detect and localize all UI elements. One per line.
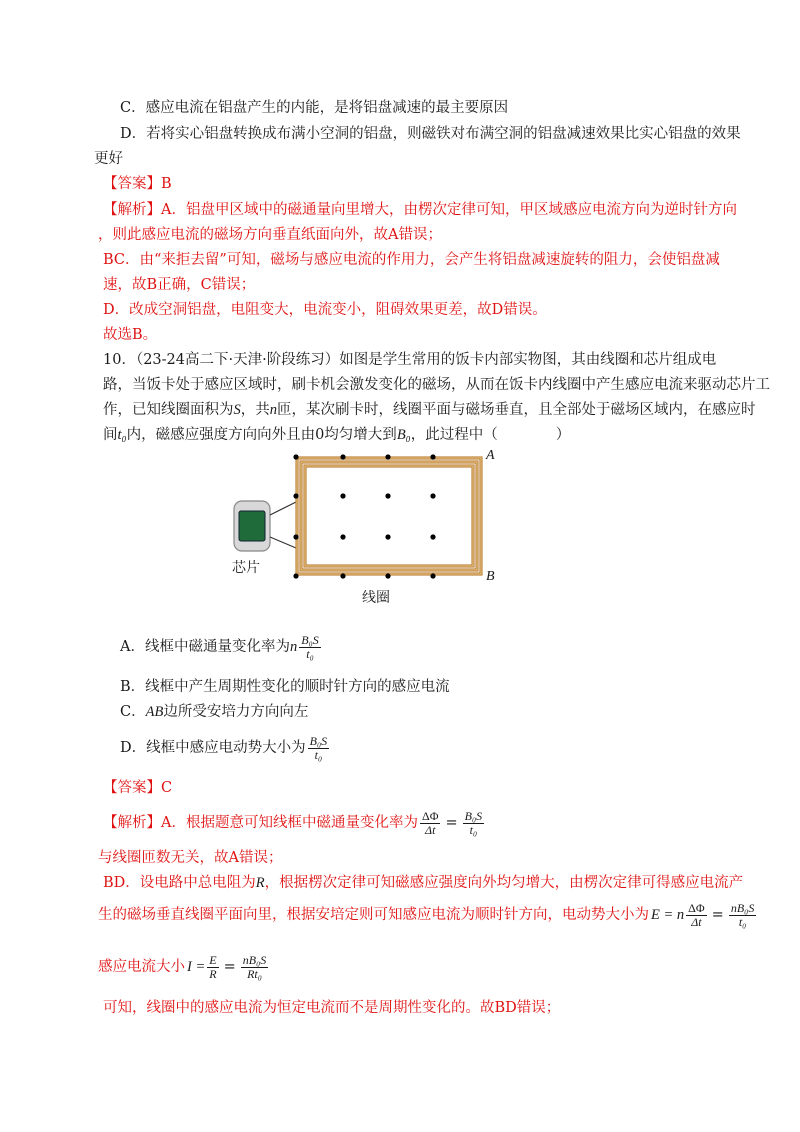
- analysis-1-line-5: D．改成空洞铝盘，电阻变大，电流变小，阻碍效果更差，故D错误。: [103, 302, 547, 318]
- chip-label: 芯片: [232, 560, 260, 576]
- option-d-text-cont: 更好: [94, 151, 123, 167]
- question-10-line-3: 作，已知线圈面积为S，共n匝，某次刷卡时，线圈平面与磁场垂直，且全部处于磁场区域内，在感应时: [103, 402, 756, 418]
- coil-label: 线圈: [362, 590, 390, 606]
- chip-core: [239, 511, 265, 541]
- option-c-text: C．感应电流在铝盘产生的内能，是将铝盘减速的最主要原因: [120, 100, 509, 116]
- analysis-1-line-6: 故选B。: [103, 327, 158, 343]
- coil-diagram: [228, 445, 518, 610]
- analysis-2-line-2: 与线圈匝数无关，故A错误；: [98, 850, 283, 866]
- answer-2: 【答案】C: [103, 780, 173, 796]
- analysis-2-line-6: 可知，线圈中的感应电流为恒定电流而不是周期性变化的。故BD错误；: [103, 1000, 561, 1016]
- analysis-1-line-1: 【解析】A．铝盘甲区域中的磁通量向里增大，由楞次定律可知，甲区域感应电流方向为逆时针方向: [103, 202, 737, 218]
- analysis-1-line-3: BC．由“来拒去留”可知，磁场与感应电流的作用力，会产生将铝盘减速旋转的阻力，会使铝盘减: [103, 252, 720, 268]
- analysis-2-line-1: 【解析】A．根据题意可知线框中磁通量变化率为 $\frac{\Delta\Phi}{\Delta t}$ = $\frac{\text{B₀S}}{\text{t₀}}$: [103, 808, 483, 837]
- question-10-line-2: 路，当饭卡处于感应区域时，刷卡机会激发变化的磁场，从而在饭卡内线圈中产生感应电流来驱动芯片工: [103, 377, 770, 393]
- coil-windings: [296, 457, 482, 575]
- field-dots: [293, 454, 435, 578]
- option-c: C．AB边所受安培力方向向左: [120, 704, 309, 720]
- answer-1: 【答案】B: [103, 176, 172, 192]
- option-a-fraction: $\frac{\text{B₀S}}{\text{t₀}}$: [301, 632, 319, 661]
- point-a-label: A: [486, 448, 495, 463]
- option-d-fraction: $\frac{\text{B₀S}}{\text{t₀}}$: [309, 733, 328, 762]
- option-d-text: D．若将实心铝盘转换成布满小空洞的铝盘，则磁铁对布满空洞的铝盘减速效果比实心铝盘的效果: [120, 126, 741, 142]
- option-d: D．线框中感应电动势大小为 $\frac{\text{B₀S}}{\text{t₀}}$: [120, 733, 328, 762]
- analysis-2-line-3: BD．设电路中总电阻为R，根据楞次定律可知磁感应强度向外均匀增大，由楞次定律可得感应电流产: [103, 875, 744, 891]
- question-10-line-1: 10．（23-24高二下·天津·阶段练习）如图是学生常用的饭卡内部实物图，其由线圈和芯片组成电: [103, 352, 717, 368]
- analysis-1-line-4: 速，故B正确，C错误；: [103, 277, 256, 293]
- coil-highlights: [297, 458, 481, 574]
- card-coil-figure: [228, 445, 518, 610]
- analysis-2-line-5: 感应电流大小 I = $\frac{E}{R}$ = $\frac{\text{nB₀S}}{\text{Rt₀}}$: [98, 952, 267, 981]
- question-10-line-4: 间t₀内，磁感应强度方向向外且由0均匀增大到B₀，此过程中（ ）: [103, 427, 571, 443]
- option-b: B．线框中产生周期性变化的顺时针方向的感应电流: [120, 679, 450, 695]
- point-b-label: B: [486, 569, 495, 584]
- option-a: A．线框中磁通量变化率为 n $\frac{\text{B₀S}}{\text{t₀}}$: [120, 632, 319, 661]
- analysis-2-line-4: 生的磁场垂直线圈平面向里，根据安培定则可知感应电流为顺时针方向，电动势大小为 E = n $\frac{\Delta\Phi}{\Delta t}$ = $\frac{\text{nB₀S}}{\text{t₀}}$: [98, 900, 755, 929]
- analysis-1-line-2: ，则此感应电流的磁场方向垂直纸面向外，故A错误；: [98, 227, 442, 243]
